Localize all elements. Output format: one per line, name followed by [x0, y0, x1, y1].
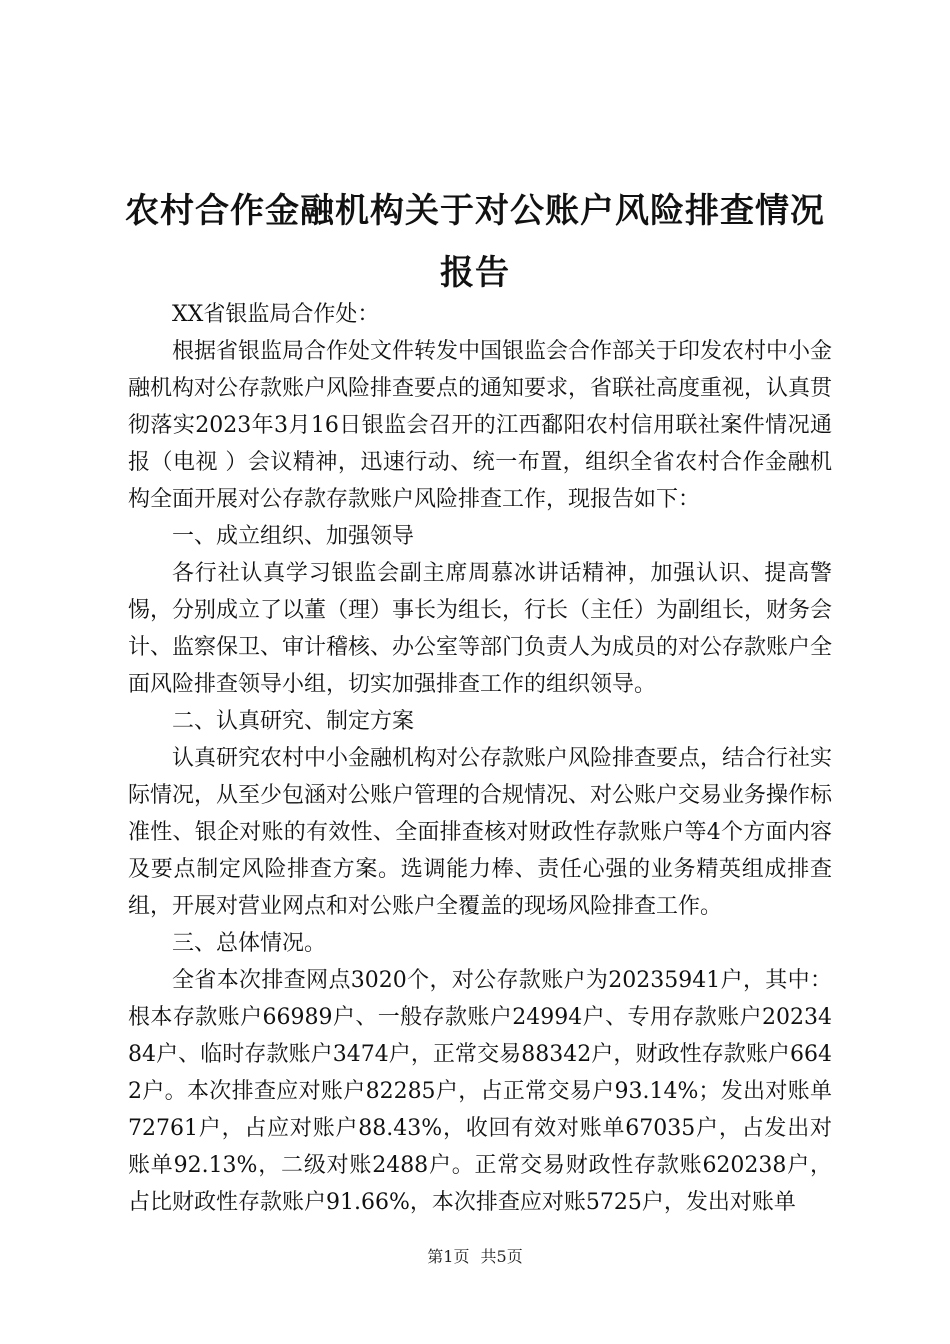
paragraph-plan: 认真研究农村中小金融机构对公存款账户风险排查要点，结合行社实际情况，从至少包涵对公账户管理的合规情况、对公账户交易业务操作标准性、银企对账的有效性、全面排查核对财政性存款账户等4个方面内容及要点制定风险排查方案。选调能力棒、责任心强的业务精英组成排查组，开展对营业网点和对公账户全覆盖的现场风险排查工作。 — [128, 746, 833, 919]
document-body — [128, 296, 832, 1221]
salutation: XX省银监局合作处： — [172, 302, 380, 327]
paragraph-intro: 根据省银监局合作处文件转发中国银监会合作部关于印发农村中小金融机构对公存款账户风险排查要点的通知要求，省联社高度重视，认真贯彻落实2023年3月16日银监会召开的江西鄱阳农村信用联社案件情况通报（电视 ）会议精神，迅速行动、统一布置，组织全省农村合作金融机构全面开展对公存款存款账户风险排查工作，现报告如下： — [128, 339, 833, 512]
paragraph-overview: 全省本次排查网点3020个，对公存款账户为20235941户，其中：根本存款账户66989户、一般存款账户24994户、专用存款账户2023484户、临时存款账户3474户，正常交易88342户，财政性存款账户6642户。本次排查应对账户82285户，占正常交易户93.14%；发出对账单72761户，占应对账户88.43%，收回有效对账单67035户，占发出对账单92.13%，二级对账2488户。正常交易财政性存款账620238户，占比财政性存款账户91.66%，本次排查应对账5725户，发出对账单 — [128, 968, 832, 1215]
section-heading-3: 三、总体情况。 — [172, 931, 327, 956]
title-line-2: 报告 — [440, 253, 510, 293]
document-title — [100, 180, 850, 304]
page-footer — [0, 1244, 950, 1267]
section-heading-1: 一、成立组织、加强领导 — [172, 524, 415, 549]
title-line-1: 农村合作金融机构关于对公账户风险排查情况 — [125, 191, 825, 231]
paragraph-organization: 各行社认真学习银监会副主席周慕冰讲话精神，加强认识、提高警惕，分别成立了以董（理）事长为组长，行长（主任）为副组长，财务会计、监察保卫、审计稽核、办公室等部门负责人为成员的对公存款账户全面风险排查领导小组，切实加强排查工作的组织领导。 — [128, 561, 833, 697]
page-number: 第1页 — [427, 1247, 470, 1266]
section-heading-2: 二、认真研究、制定方案 — [172, 709, 415, 734]
page-total: 共5页 — [480, 1247, 523, 1266]
